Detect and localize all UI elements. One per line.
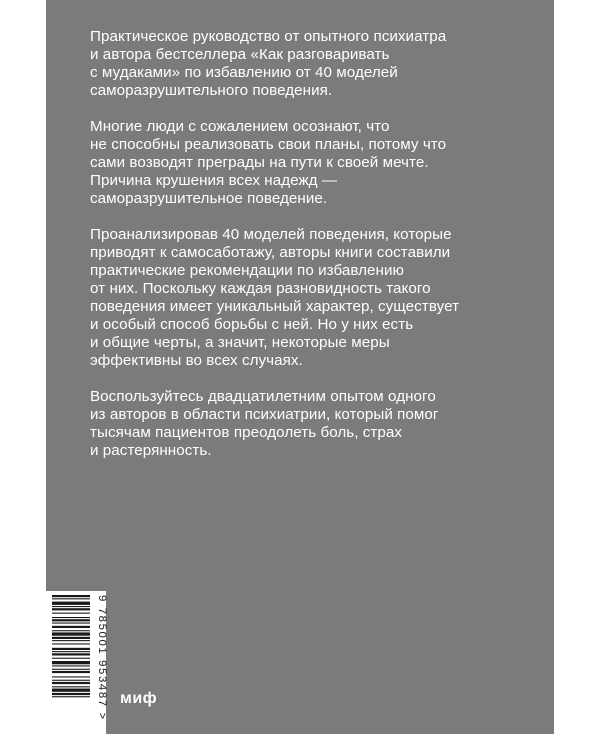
text-line: и особый способ борьбы с ней. Но у них есть [90, 316, 414, 333]
paragraph-1 [90, 28, 500, 100]
barcode-bar [52, 637, 90, 639]
text-line: тысячам пациентов преодолеть боль, страх [90, 424, 403, 441]
barcode-number [92, 595, 108, 730]
barcode-bar [52, 682, 90, 684]
barcode-bar [52, 653, 90, 655]
barcode-bar [52, 643, 90, 644]
paragraph-2 [90, 118, 500, 208]
barcode-bar [52, 632, 90, 635]
cover-text [90, 28, 500, 478]
paragraph-3 [90, 226, 500, 370]
barcode-bar [52, 696, 90, 697]
barcode-bar [52, 689, 90, 692]
barcode-bars [46, 591, 92, 734]
paragraph-4 [90, 388, 500, 460]
barcode-bar [52, 676, 90, 677]
barcode-bar [52, 671, 90, 673]
text-line: из авторов в области психиатрии, который помог [90, 406, 439, 423]
barcode-bar [52, 623, 90, 624]
text-line: сами возводят преграды на пути к своей мечте. [90, 154, 429, 171]
barcode-bar [52, 693, 90, 695]
text-line: саморазрушительное поведение. [90, 190, 328, 207]
barcode-bar [52, 606, 90, 607]
barcode-bar [52, 608, 90, 610]
barcode-bar [52, 626, 90, 628]
barcode-bar [52, 669, 90, 670]
text-line: Многие люди с сожалением осознают, что [90, 118, 390, 135]
barcode-bar [52, 651, 90, 652]
text-line: Практическое руководство от опытного психиатра [90, 28, 447, 45]
text-line: и общие черты, а значит, некоторые меры [90, 334, 390, 351]
barcode-bar [52, 661, 90, 664]
text-line: от них. Поскольку каждая разновидность такого [90, 280, 431, 297]
text-line: Воспользуйтесь двадцатилетним опытом одного [90, 388, 436, 405]
text-line: с мудаками» по избавлению от 40 моделей [90, 64, 398, 81]
barcode-bar [52, 648, 90, 650]
text-line: и растерянность. [90, 442, 212, 459]
barcode-bar [52, 658, 90, 659]
barcode-bar [52, 602, 90, 605]
barcode-bar [52, 617, 90, 618]
barcode-number-text: 9 785001 953487 > [96, 595, 108, 721]
publisher-logo: миф [120, 690, 158, 707]
text-line: Причина крушения всех надежд — [90, 172, 338, 189]
text-line: саморазрушительного поведения. [90, 82, 333, 99]
barcode-bar [52, 665, 90, 666]
text-line: практические рекомендации по избавлению [90, 262, 404, 279]
barcode-bar [52, 613, 90, 614]
text-line: поведения имеет уникальный характер, существует [90, 298, 460, 315]
barcode-bar [52, 686, 90, 687]
text-line: Проанализировав 40 моделей поведения, которые [90, 226, 452, 243]
text-line: приводят к самосаботажу, авторы книги составили [90, 244, 451, 261]
barcode-bar [52, 640, 90, 641]
barcode-bar [52, 630, 90, 631]
text-line: эффективны во всех случаях. [90, 352, 303, 369]
barcode-bar [52, 598, 90, 599]
barcode-bar [52, 680, 90, 681]
barcode-bar [52, 595, 90, 597]
text-line: не способны реализовать свои планы, потому что [90, 136, 447, 153]
barcode-bar [52, 619, 90, 621]
text-line: и автора бестселлера «Как разговаривать [90, 46, 390, 63]
